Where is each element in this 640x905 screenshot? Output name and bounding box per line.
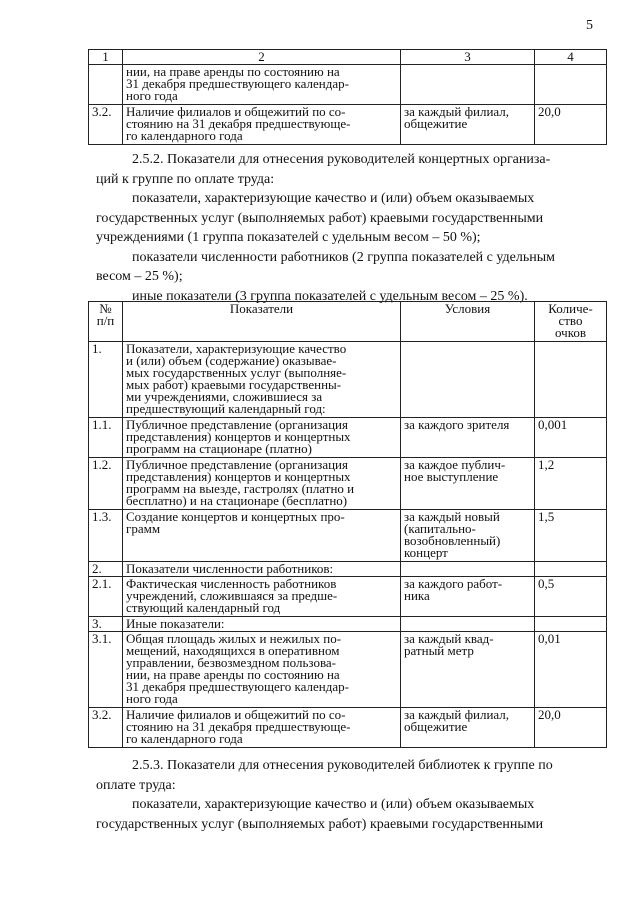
indicator-cell [123, 65, 401, 105]
table-row [89, 708, 607, 748]
indicator-cell [123, 458, 401, 510]
indicator-line: мых работ) краевыми государственны- [126, 377, 342, 392]
indicator-line: нии, на праве аренды по состоянию на [126, 64, 340, 79]
points-cell: 20,0 [535, 708, 607, 748]
header-indicators: Показатели [123, 302, 401, 342]
row-number: 3. [89, 617, 123, 632]
indicator-line: Общая площадь жилых и нежилых по- [126, 631, 342, 646]
row-number: 3.2. [89, 708, 123, 748]
header-cell: 3 [401, 50, 535, 65]
points-cell [535, 342, 607, 418]
text-line: 2.5.2. Показатели для отнесения руководителей концертных организа- [132, 152, 551, 167]
indicator-line: бесплатно) и на стационаре (бесплатно) [126, 493, 348, 508]
table-row [89, 510, 607, 562]
row-number: 3.1. [89, 632, 123, 708]
points-cell: 0,01 [535, 632, 607, 708]
indicator-line: программ на стационаре (платно) [126, 441, 312, 456]
condition-line: за каждое публич- [404, 457, 506, 472]
text-line: иные показатели (3 группа показателей с удельным весом – 25 %). [132, 288, 528, 304]
indicator-line: представления) концертов и концертных [126, 469, 351, 484]
header-line: п/п [96, 313, 115, 328]
text-line: показатели, характеризующие качество и (или) объем оказываемых [132, 797, 535, 812]
condition-line: ратный метр [404, 643, 474, 658]
points-cell: 0,001 [535, 418, 607, 458]
points-cell: 0,5 [535, 577, 607, 617]
text-line: показатели, характеризующие качество и (или) объем оказываемых [132, 191, 535, 206]
section-2-5-3 [96, 756, 602, 834]
text-line: 2.5.3. Показатели для отнесения руководителей библиотек к группе по [132, 758, 553, 773]
text-line: государственных услуг (выполняемых работ) краевыми государственными [96, 816, 544, 832]
text-line: ций к группе по оплате труда: [96, 171, 275, 187]
indicator-cell [123, 577, 401, 617]
indicator-line: предшествующий календарный год: [126, 401, 326, 416]
table-header-row [89, 302, 607, 342]
condition-cell [401, 458, 535, 510]
indicator-cell [123, 632, 401, 708]
header-points [535, 302, 607, 342]
condition-line: за каждого зрителя [404, 417, 510, 432]
table-row [89, 65, 607, 105]
condition-line: общежитие [404, 719, 468, 734]
header-line: очков [555, 325, 586, 340]
indicator-line: Наличие филиалов и общежитий по со- [126, 707, 346, 722]
indicator-line: программ на выезде, гастролях (платно и [126, 481, 355, 496]
row-number: 2. [89, 562, 123, 577]
header-conditions: Условия [401, 302, 535, 342]
condition-line: возобновленный) [404, 533, 501, 548]
indicator-line: и (или) объем (содержание) оказывае- [126, 353, 337, 368]
condition-line: за каждого работ- [404, 576, 503, 591]
table-header-row [89, 50, 607, 65]
indicator-line: Создание концертов и концертных про- [126, 509, 345, 524]
indicator-cell [123, 342, 401, 418]
table-row [89, 105, 607, 145]
text-line: государственных услуг (выполняемых работ) краевыми государственными [96, 210, 544, 226]
header-cell: 4 [535, 50, 607, 65]
header-line: Количе- [548, 301, 593, 316]
points-cell: 1,5 [535, 510, 607, 562]
row-number: 1.2. [89, 458, 123, 510]
points-cell: 1,2 [535, 458, 607, 510]
condition-cell [401, 510, 535, 562]
indicator-line: грамм [126, 521, 161, 536]
indicator-cell [123, 617, 401, 632]
page-number: 5 [586, 18, 593, 33]
row-number: 3.2. [89, 105, 123, 145]
condition-line: ное выступление [404, 469, 499, 484]
text-line: показатели численности работников (2 группа показателей с удельным [132, 249, 555, 265]
indicator-line: мых государственных услуг (выполняе- [126, 365, 347, 380]
indicator-line: го календарного года [126, 731, 243, 746]
indicator-line: Публичное представление (организация [126, 457, 348, 472]
table-row [89, 577, 607, 617]
indicator-line: ного года [126, 88, 178, 103]
table-row [89, 617, 607, 632]
header-line: № [99, 301, 112, 316]
table-row [89, 458, 607, 510]
indicator-cell [123, 708, 401, 748]
indicator-cell [123, 562, 401, 577]
condition-cell [401, 105, 535, 145]
points-cell [535, 617, 607, 632]
indicator-line: Показатели, характеризующие качество [126, 341, 347, 356]
header-cell: 1 [89, 50, 123, 65]
text-line: весом – 25 %); [96, 269, 183, 284]
indicators-table [88, 301, 607, 748]
condition-line: за каждый филиал, [404, 104, 510, 119]
indicator-line: 31 декабря предшествующего календар- [126, 679, 349, 694]
indicator-line: нии, на праве аренды по состоянию на [126, 667, 340, 682]
text-line: оплате труда: [96, 777, 176, 793]
header-cell: 2 [123, 50, 401, 65]
condition-cell [401, 562, 535, 577]
table-row [89, 342, 607, 418]
indicator-cell [123, 418, 401, 458]
table-row [89, 562, 607, 577]
indicator-line: Наличие филиалов и общежитий по со- [126, 104, 346, 119]
section-2-5-2 [96, 150, 602, 306]
indicator-line: Фактическая численность работников [126, 576, 337, 591]
indicator-line: ми учреждениями, сложившиеся за [126, 389, 323, 404]
points-cell: 20,0 [535, 105, 607, 145]
indicator-line: Публичное представление (организация [126, 417, 348, 432]
condition-cell [401, 577, 535, 617]
condition-cell [401, 342, 535, 418]
condition-line: за каждый филиал, [404, 707, 510, 722]
text-line: учреждениями (1 группа показателей с удельным весом – 50 %); [96, 230, 481, 245]
condition-line: (капитально- [404, 521, 476, 536]
condition-line: за каждый квад- [404, 631, 494, 646]
indicator-line: Показатели численности работников: [126, 561, 334, 576]
header-line: ство [558, 313, 583, 328]
condition-cell [401, 65, 535, 105]
points-cell [535, 562, 607, 577]
indicator-line: стоянию на 31 декабря предшествующе- [126, 116, 351, 131]
table-row [89, 418, 607, 458]
indicator-line: Иные показатели: [126, 616, 225, 631]
row-number [89, 65, 123, 105]
indicator-line: представления) концертов и концертных [126, 429, 351, 444]
indicator-line: 31 декабря предшествующего календар- [126, 76, 349, 91]
indicator-line: мещений, находящихся в оперативном [126, 643, 340, 658]
continuation-table [88, 49, 607, 145]
condition-cell [401, 617, 535, 632]
condition-line: ника [404, 588, 430, 603]
indicator-line: го календарного года [126, 128, 243, 143]
indicator-line: стоянию на 31 декабря предшествующе- [126, 719, 351, 734]
row-number: 2.1. [89, 577, 123, 617]
condition-cell [401, 632, 535, 708]
condition-cell [401, 418, 535, 458]
indicator-line: управлении, безвозмездном пользова- [126, 655, 337, 670]
condition-line: за каждый новый [404, 509, 500, 524]
table-row [89, 632, 607, 708]
condition-cell [401, 708, 535, 748]
row-number: 1. [89, 342, 123, 418]
indicator-cell [123, 510, 401, 562]
points-cell [535, 65, 607, 105]
indicator-line: ствующий календарный год [126, 600, 281, 615]
row-number: 1.1. [89, 418, 123, 458]
row-number: 1.3. [89, 510, 123, 562]
indicator-line: учреждений, сложившаяся за предше- [126, 588, 338, 603]
header-num [89, 302, 123, 342]
condition-line: концерт [404, 545, 448, 560]
indicator-line: ного года [126, 691, 178, 706]
indicator-cell [123, 105, 401, 145]
condition-line: общежитие [404, 116, 468, 131]
